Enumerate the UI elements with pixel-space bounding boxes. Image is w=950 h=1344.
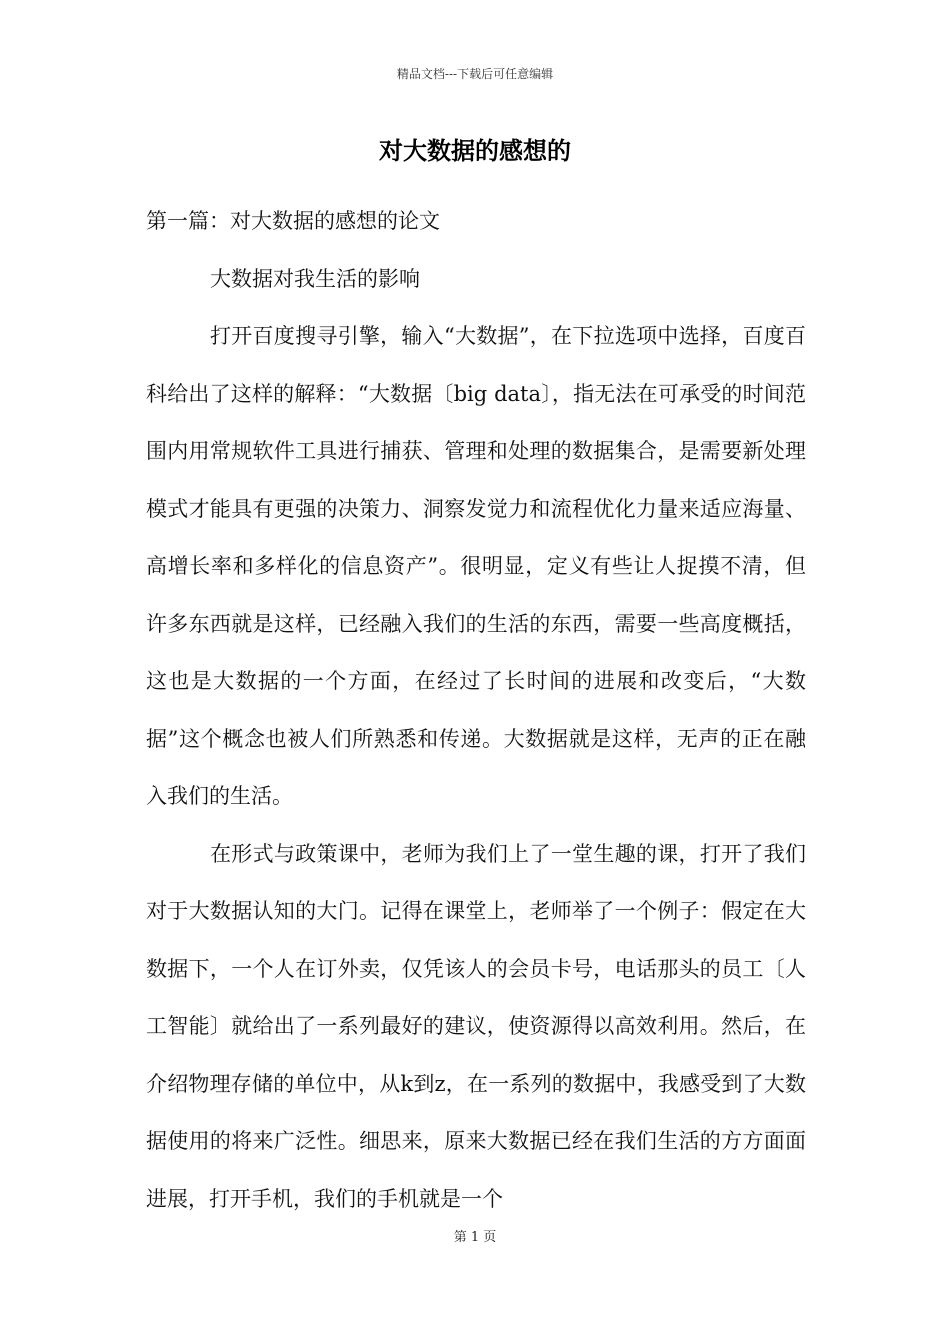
document-body bbox=[146, 193, 806, 1228]
header-note: 精品文档---下载后可任意编辑 bbox=[396, 67, 554, 81]
page-number: 第 1 页 bbox=[453, 1230, 497, 1245]
document-title: 对大数据的感想的 bbox=[379, 136, 571, 165]
sub-heading: 大数据对我生活的影响 bbox=[210, 266, 420, 291]
section-heading: 第一篇：对大数据的感想的论文 bbox=[146, 209, 440, 233]
paragraph-1: 打开百度搜寻引擎，输入“大数据”，在下拉选项中选择，百度百科给出了这样的解释：“大数据〔big data〕，指无法在可承受的时间范围内用常规软件工具进行捕获、管理和处理的数据集合，是需要新处理模式才能具有更强的决策力、洞察发觉力和流程优化力量来适应海量、高增长率和多样化的信息资产”。很明显，定义有些让人捉摸不清，但许多东西就是这样，已经融入我们的生活的东西，需要一些高度概括，这也是大数据的一个方面，在经过了长时间的进展和改变后，“大数据”这个概念也被人们所熟悉和传递。大数据就是这样，无声的正在融入我们的生活。 bbox=[146, 324, 806, 808]
paragraph-2: 在形式与政策课中，老师为我们上了一堂生趣的课，打开了我们对于大数据认知的大门。记得在课堂上，老师举了一个例子：假定在大数据下，一个人在订外卖，仅凭该人的会员卡号，电话那头的员工〔人工智能〕就给出了一系列最好的建议，使资源得以高效利用。然后，在介绍物理存储的单位中，从k到z，在一系列的数据中，我感受到了大数据使用的将来广泛性。细思来，原来大数据已经在我们生活的方方面面进展，打开手机，我们的手机就是一个 bbox=[146, 841, 806, 1211]
